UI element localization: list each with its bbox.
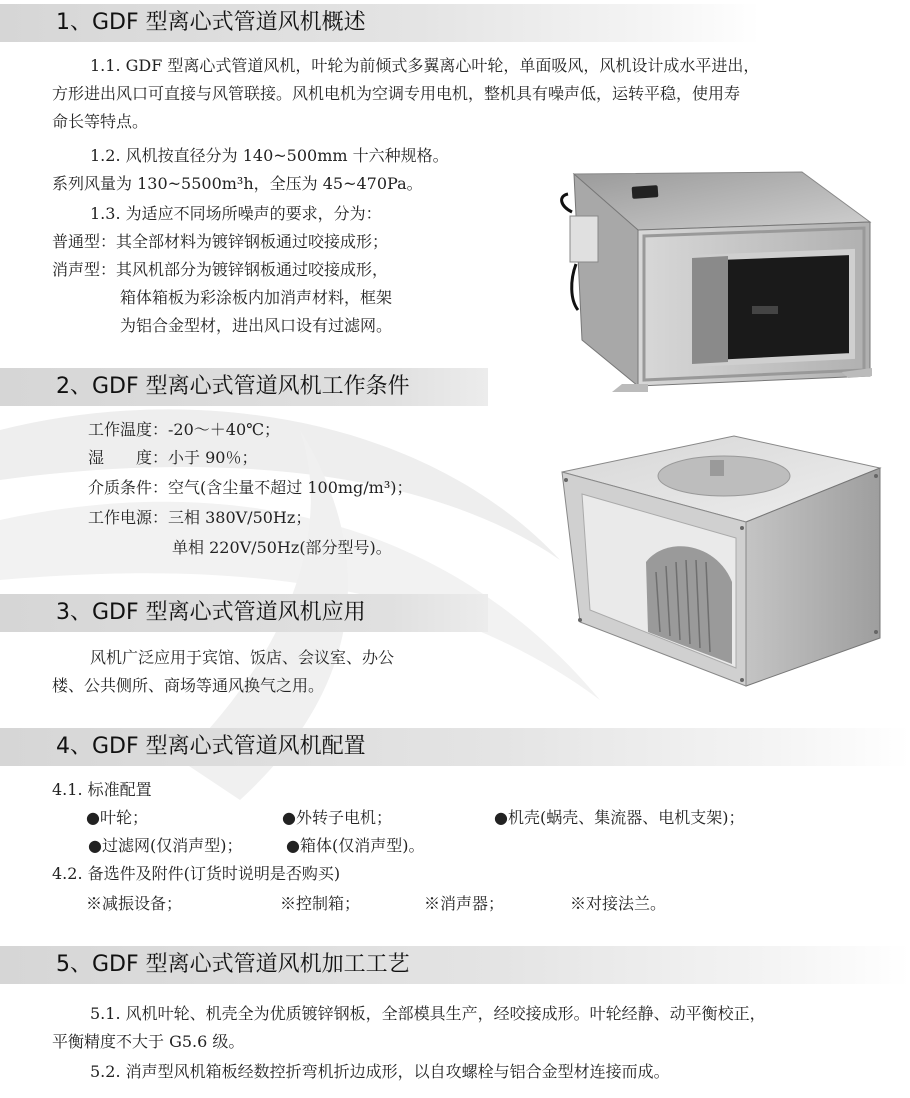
s1-line-3: 命长等特点。	[52, 112, 149, 131]
s1-line-8: 消声型：其风机部分为镀锌钢板通过咬接成形，	[52, 260, 389, 279]
s3-line-2: 楼、公共侧所、商场等通风换气之用。	[52, 676, 325, 695]
s1-line-10: 为铝合金型材，进出风口设有过滤网。	[120, 316, 393, 335]
s4-item-casing: ●机壳(蜗壳、集流器、电机支架)；	[494, 808, 745, 827]
s4-opt-damping: ※减振设备；	[86, 894, 183, 913]
s3-line-1: 风机广泛应用于宾馆、饭店、会议室、办公	[90, 648, 395, 667]
s1-line-5: 系列风量为 130~5500m³h，全压为 45~470Pa。	[52, 174, 423, 193]
s5-line-3: 5.2. 消声型风机箱板经数控折弯机折边成形，以自攻螺栓与铝合金型材连接而成。	[90, 1062, 670, 1081]
duct-fan-photo	[556, 432, 886, 694]
s4-opt-silencer: ※消声器；	[424, 894, 505, 913]
s1-line-9: 箱体箱板为彩涂板内加消声材料，框架	[120, 288, 393, 307]
section-1-heading: 1、GDF 型离心式管道风机概述	[0, 4, 760, 42]
s1-line-4: 1.2. 风机按直径分为 140~500mm 十六种规格。	[90, 146, 449, 165]
silent-cabinet-fan-photo	[552, 160, 892, 400]
s2-line-1: 工作温度：-20～＋40℃；	[88, 420, 281, 439]
s4-line-optional: 4.2. 备选件及附件(订货时说明是否购买)	[52, 864, 341, 883]
s4-item-filter: ●过滤网(仅消声型)；	[88, 836, 243, 855]
s4-line-1: 4.1. 标准配置	[52, 780, 152, 799]
s1-line-2: 方形进出风口可直接与风管联接。风机电机为空调专用电机，整机具有噪声低，运转平稳，使用寿	[52, 84, 741, 103]
s5-line-2: 平衡精度不大于 G5.6 级。	[52, 1032, 245, 1051]
section-5-heading: 5、GDF 型离心式管道风机加工工艺	[0, 946, 910, 984]
s1-line-1: 1.1. GDF 型离心式管道风机，叶轮为前倾式多翼离心叶轮，单面吸风，风机设计成水平进出，	[90, 56, 760, 75]
s4-opt-control-box: ※控制箱；	[280, 894, 361, 913]
s1-line-7: 普通型：其全部材料为镀锌钢板通过咬接成形；	[52, 232, 389, 251]
s5-line-1: 5.1. 风机叶轮、机壳全为优质镀锌钢板，全部模具生产，经咬接成形。叶轮经静、动平衡校正，	[90, 1004, 766, 1023]
s2-line-4: 工作电源：三相 380V/50Hz；	[88, 508, 312, 527]
s4-item-box: ●箱体(仅消声型)。	[286, 836, 425, 855]
s2-line-5: 单相 220V/50Hz(部分型号)。	[172, 538, 392, 557]
s2-line-2: 湿 度：小于 90％；	[88, 448, 258, 467]
s4-item-motor: ●外转子电机；	[282, 808, 392, 827]
s1-line-6: 1.3. 为适应不同场所噪声的要求，分为：	[90, 204, 382, 223]
section-2-heading: 2、GDF 型离心式管道风机工作条件	[0, 368, 488, 406]
s4-item-impeller: ●叶轮；	[86, 808, 148, 827]
s4-opt-flange: ※对接法兰。	[570, 894, 667, 913]
s2-line-3: 介质条件：空气(含尘量不超过 100mg/m³)；	[88, 478, 413, 497]
section-4-heading: 4、GDF 型离心式管道风机配置	[0, 728, 910, 766]
section-3-heading: 3、GDF 型离心式管道风机应用	[0, 594, 488, 632]
